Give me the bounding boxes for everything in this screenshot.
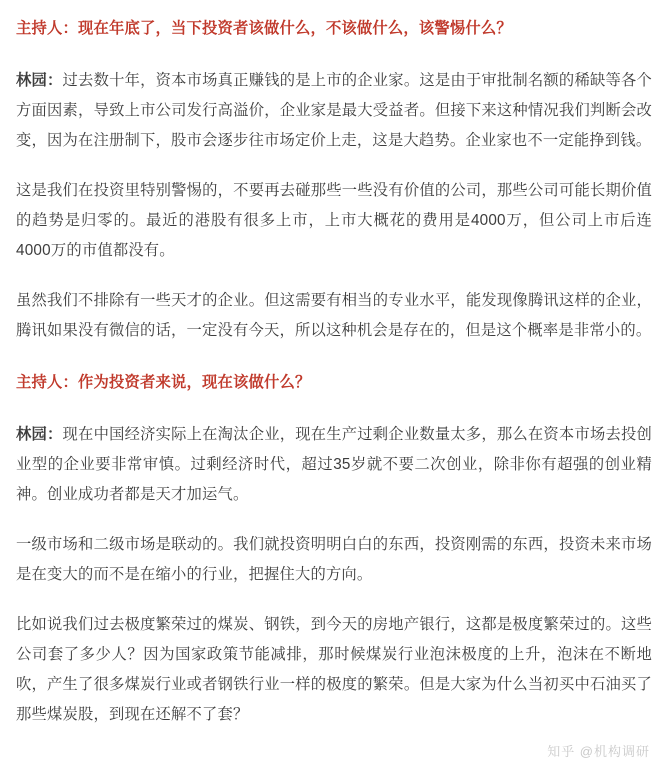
- qa-block-1: [16, 14, 652, 44]
- answer-text-1-1: 过去数十年，资本市场真正赚钱的是上市的企业家。这是由于审批制名额的稀缺等各个方面因素，导致上市公司发行高溢价，企业家是最大受益者。但接下来这种情况我们判断会改变，因为在注册制下，股市会逐步往市场定价上走，这是大趋势。企业家也不一定能挣到钱。: [16, 72, 652, 149]
- question-text-1: 主持人：现在年底了，当下投资者该做什么，不该做什么，该警惕什么？: [16, 20, 512, 37]
- answer-paragraph: 虽然我们不排除有一些天才的企业。但这需要有相当的专业水平，能发现像腾讯这样的企业，腾讯如果没有微信的话，一定没有今天，所以这种机会是存在的，但是这个概率是非常小的。: [16, 292, 652, 339]
- qa-block-3: [16, 368, 652, 398]
- answer-paragraph: 一级市场和二级市场是联动的。我们就投资明明白白的东西，投资刚需的东西，投资未来市场是在变大的而不是在缩小的行业，把握住大的方向。: [16, 536, 652, 583]
- answer-paragraph: [16, 66, 652, 156]
- speaker-label-2: 林园：: [16, 426, 63, 443]
- speaker-label-1: 林园：: [16, 72, 63, 89]
- answer-text-2-1: 现在中国经济实际上在淘汰企业，现在生产过剩企业数量太多，那么在资本市场去投创业型的企业要非常审慎。过剩经济时代，超过35岁就不要二次创业，除非你有超强的创业精神。创业成功者都是天才加运气。: [16, 426, 652, 503]
- answer-paragraph: 比如说我们过去极度繁荣过的煤炭、钢铁，到今天的房地产银行，这都是极度繁荣过的。这些公司套了多少人？因为国家政策节能减排，那时候煤炭行业泡沫极度的上升，泡沫在不断地吹，产生了很多煤炭行业或者钢铁行业一样的极度的繁荣。但是大家为什么当初买中石油买了那些煤炭股，到现在还解不了套？: [16, 616, 652, 723]
- qa-block-4: [16, 420, 652, 730]
- answer-paragraph: 这是我们在投资里特别警惕的，不要再去碰那些一些没有价值的公司，那些公司可能长期价值的趋势是归零的。最近的港股有很多上市，上市大概花的费用是4000万，但公司上市后连4000万的市值都没有。: [16, 182, 652, 259]
- watermark: 知乎 @机构调研: [547, 744, 650, 759]
- answer-paragraph: [16, 420, 652, 510]
- question-text-2: 主持人：作为投资者来说，现在该做什么？: [16, 374, 311, 391]
- qa-block-2: [16, 66, 652, 346]
